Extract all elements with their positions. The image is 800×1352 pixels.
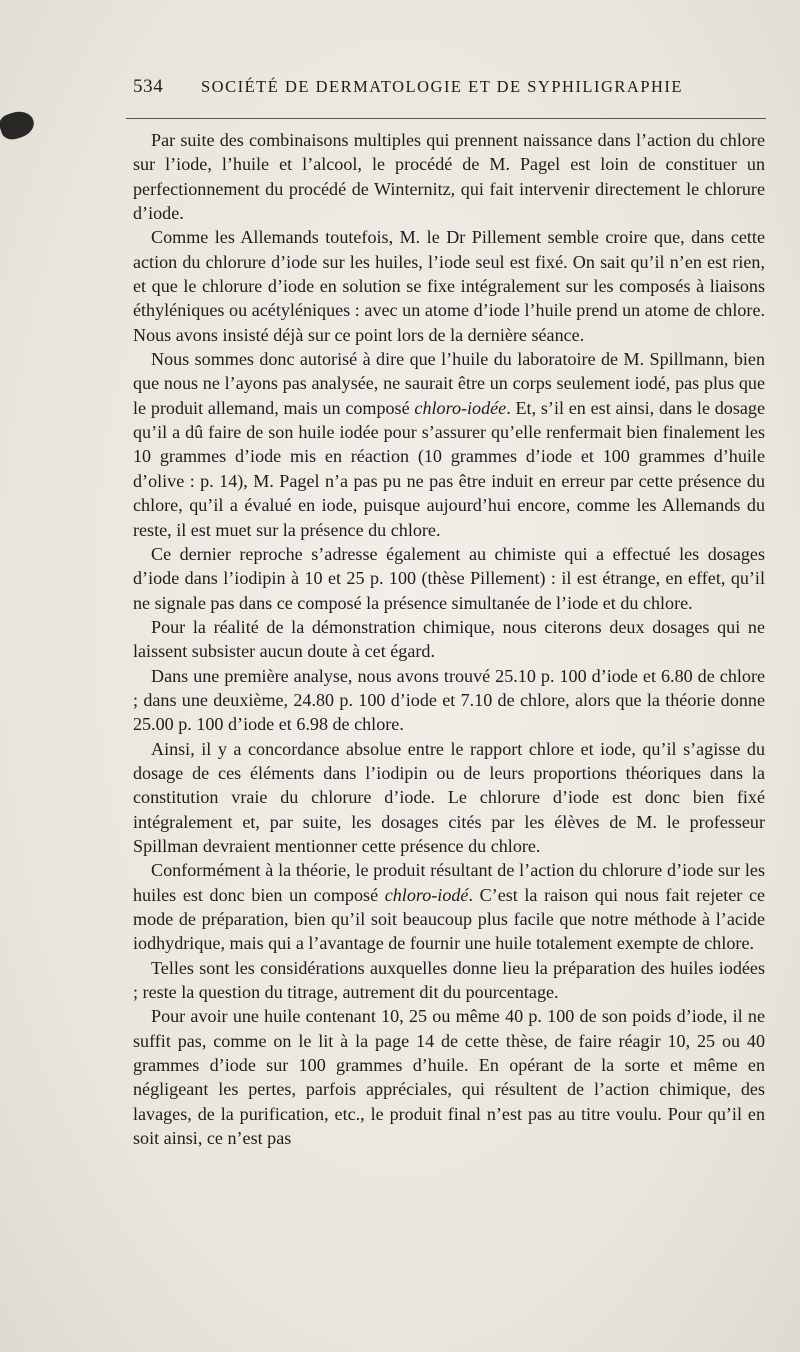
paragraph: Telles sont les considérations auxquelles donne lieu la préparation des huiles iodées ; reste la question du titrage, autrement dit du pourcentage. bbox=[133, 957, 765, 1003]
paragraph: Par suite des combinaisons multiples qui prennent naissance dans l’action du chlore sur l’iode, l’huile et l’alcool, le procédé de M. Pagel est loin de constituer un perfectionnement du procédé de Winternitz, qui fait intervenir directement le chlorure d’iode. bbox=[133, 130, 765, 224]
paragraph: Ainsi, il y a concordance absolue entre le rapport chlore et iode, qu’il s’agisse du dosage de ces éléments dans l’iodipin ou de leurs proportions théoriques dans la constitution vraie du chlorure d’iode. Le chlorure d’iode est donc bien fixé intégralement et, par suite, les dosages cités par les élèves de M. le professeur Spillman devraient mentionner cette présence du chlore. bbox=[133, 738, 765, 856]
body-text bbox=[133, 128, 765, 1150]
page-number: 534 bbox=[133, 76, 164, 97]
paragraph: Comme les Allemands toutefois, M. le Dr Pillement semble croire que, dans cette action du chlorure d’iode sur les huiles, l’iode seul est fixé. On sait qu’il n’en est rien, et que le chlorure d’iode en solution se fixe intégralement sur les composés à liaisons éthyléniques ou acétyléniques : avec un atome d’iode l’huile prend un atome de chlore. Nous avons insisté déjà sur ce point lors de la dernière séance. bbox=[133, 227, 765, 345]
running-head: SOCIÉTÉ DE DERMATOLOGIE ET DE SYPHILIGRAPHIE bbox=[201, 77, 683, 96]
header-rule bbox=[126, 118, 766, 119]
italic-term: chloro-iodée bbox=[414, 397, 507, 418]
ink-blot bbox=[0, 107, 37, 142]
paragraph: Ce dernier reproche s’adresse également au chimiste qui a effectué les dosages d’iode dans l’iodipin à 10 et 25 p. 100 (thèse Pillement) : il est étrange, en effet, qu’il ne signale pas dans ce composé la présence simultanée de l’iode et du chlore. bbox=[133, 543, 765, 613]
paragraph: Pour avoir une huile contenant 10, 25 ou même 40 p. 100 de son poids d’iode, il ne suffit pas, comme on le lit à la page 14 de cette thèse, de faire réagir 10, 25 ou 40 grammes d’iode sur 100 grammes d’huile. En opérant de la sorte et même en négligeant les pertes, parfois appréciales, qui résultent de l’action chimique, des lavages, de la purification, etc., le produit final n’est pas au titre voulu. Pour qu’il en soit ainsi, ce n’est pas bbox=[133, 1006, 765, 1149]
paragraph: Conformément à la théorie, le produit résultant de l’action du chlorure d’iode sur les huiles est donc bien un composé chloro-iodé. C’est la raison qui nous fait rejeter ce mode de préparation, bien qu’il soit beaucoup plus facile que notre méthode à l’acide iodhydrique, mais qui a l’avantage de fournir une huile totalement exempte de chlore. bbox=[133, 860, 765, 954]
italic-term: chloro-iodé bbox=[384, 884, 469, 905]
paragraph: Pour la réalité de la démonstration chimique, nous citerons deux dosages qui ne laissent subsister aucun doute à cet égard. bbox=[133, 616, 765, 662]
paragraph: Nous sommes donc autorisé à dire que l’huile du laboratoire de M. Spillmann, bien que nous ne l’ayons pas analysée, ne saurait être un corps seulement iodé, pas plus que le produit allemand, mais un composé chloro-iodée. Et, s’il en est ainsi, dans le dosage qu’il a dû faire de son huile iodée pour s’assurer qu’elle renfermait bien finalement les 10 grammes d’iode mis en réaction (10 grammes d’iode et 100 grammes d’huile d’olive : p. 14), M. Pagel n’a pas pu ne pas être induit en erreur par cette présence du chlore, qu’il a évalué en iode, puisque aujourd’hui encore, comme les Allemands du reste, il est muet sur la présence du chlore. bbox=[133, 349, 766, 540]
page-header bbox=[133, 76, 765, 102]
paragraph: Dans une première analyse, nous avons trouvé 25.10 p. 100 d’iode et 6.80 de chlore ; dans une deuxième, 24.80 p. 100 d’iode et 7.10 de chlore, alors que la théorie donne 25.00 p. 100 d’iode et 6.98 de chlore. bbox=[133, 665, 765, 735]
